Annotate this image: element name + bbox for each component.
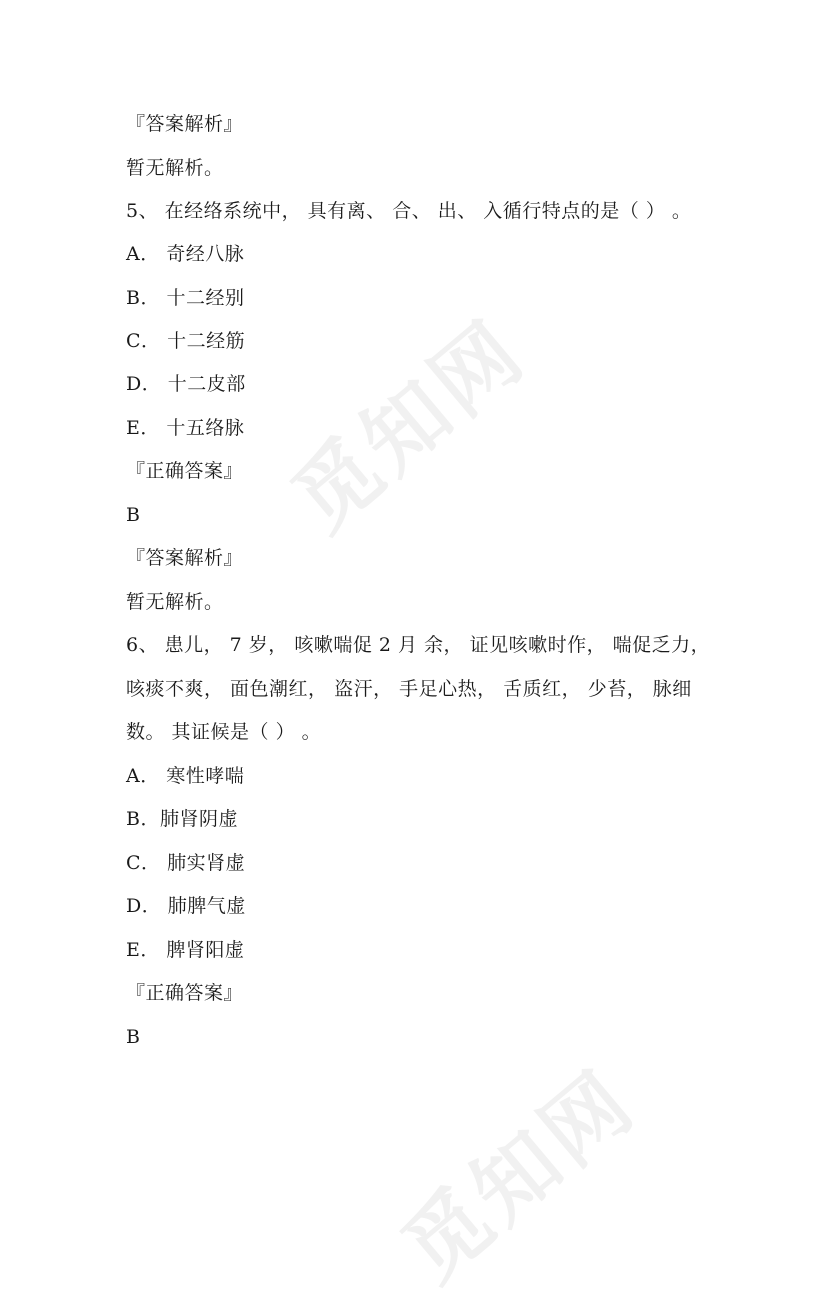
question-6-option-c: C． 肺实肾虚 — [126, 852, 246, 874]
question-5-text: 5、 在经络系统中， 具有离、 合、 出、 入循行特点的是（ ） 。 — [126, 200, 692, 222]
question-6-option-a: A． 寒性哮喘 — [126, 765, 245, 787]
question-6-text-line-1: 6、 患儿， 7 岁， 咳嗽喘促 2 月 余， 证见咳嗽时作， 喘促乏力， — [126, 634, 711, 656]
question-6-text-line-3: 数。 其证候是（ ） 。 — [126, 721, 322, 743]
answer-analysis-text: 暂无解析。 — [126, 591, 224, 613]
answer-analysis-text: 暂无解析。 — [126, 157, 224, 179]
question-5-option-c: C． 十二经筋 — [126, 330, 246, 352]
question-6-option-b: B．肺肾阴虚 — [126, 808, 238, 830]
question-5-option-e: E． 十五络脉 — [126, 417, 245, 439]
answer-analysis-heading: 『答案解析』 — [126, 113, 244, 135]
question-5-option-b: B． 十二经别 — [126, 287, 245, 309]
correct-answer-value: B — [126, 504, 141, 526]
question-6-option-d: D． 肺脾气虚 — [126, 895, 246, 917]
question-5-option-d: D． 十二皮部 — [126, 373, 246, 395]
watermark-text: 觅知网 — [384, 1051, 655, 1300]
watermark-text: 觅知网 — [274, 301, 545, 550]
question-6-text-line-2: 咳痰不爽， 面色潮红， 盗汗， 手足心热， 舌质红， 少苔， 脉细 — [126, 678, 692, 700]
correct-answer-heading: 『正确答案』 — [126, 460, 244, 482]
correct-answer-heading: 『正确答案』 — [126, 982, 244, 1004]
question-5-option-a: A． 奇经八脉 — [126, 243, 245, 265]
correct-answer-value: B — [126, 1026, 141, 1048]
answer-analysis-heading: 『答案解析』 — [126, 547, 244, 569]
question-6-option-e: E． 脾肾阳虚 — [126, 939, 245, 961]
